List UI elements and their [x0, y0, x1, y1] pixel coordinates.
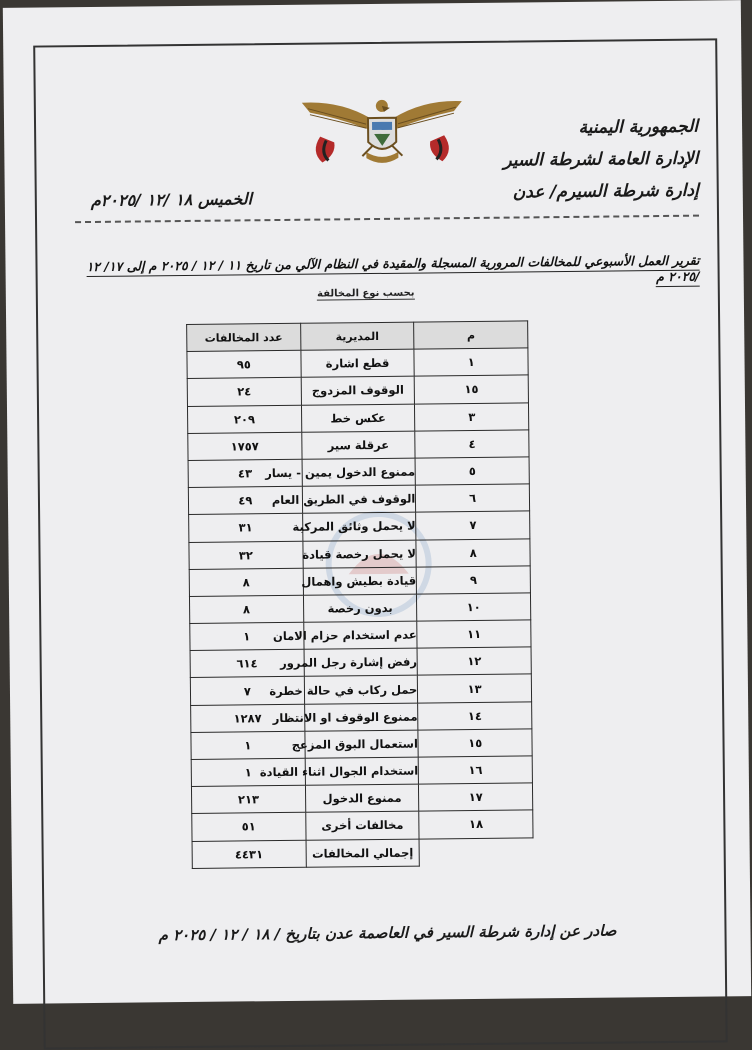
row-num: ١٥: [415, 375, 529, 403]
row-num: ١: [414, 348, 528, 376]
row-count: ٣٢: [189, 541, 303, 569]
header-general-admin: الإدارة العامة لشرطة السير: [503, 148, 699, 171]
row-num: ١٧: [419, 783, 533, 811]
row-num: ٥: [415, 457, 529, 485]
row-count: ٩٥: [187, 350, 301, 378]
table-row: [191, 756, 532, 787]
document-page: [3, 0, 751, 1004]
row-count: ٣١: [189, 514, 303, 542]
header-directorate: المديرية: [300, 322, 414, 350]
row-num: ١١: [417, 620, 531, 648]
row-count: ١: [191, 758, 305, 786]
table-header-row: [187, 321, 528, 352]
total-blank-cell: [419, 837, 533, 865]
row-violation-type: عرقلة سير: [301, 431, 415, 459]
table-row: [190, 674, 531, 705]
row-num: ١٦: [419, 756, 533, 784]
table-row: [189, 593, 530, 624]
row-violation-type: مخالفات أخرى: [305, 811, 419, 839]
report-title: [79, 253, 699, 291]
row-count: ٥١: [192, 813, 306, 841]
row-violation-type: ممنوع الدخول يمين - يسار: [302, 458, 416, 486]
row-count: ٤٩: [188, 486, 302, 514]
issue-date: الخميس ١٨ /١٢ /٢٠٢٥م: [90, 189, 253, 210]
report-title-text: تقرير العمل الأسبوعي للمخالفات المرورية المسجلة والمقيدة في النظام الآلي من تاريخ ١١ / ١٢ / ٢٠٢٥ م إلى ١٧/ ١٢ /٢٠٢٥ م: [86, 253, 699, 287]
yemen-emblem-icon: [300, 95, 465, 169]
row-num: ٨: [416, 538, 530, 566]
header-aden-admin: إدارة شرطة السيرم/ عدن: [512, 180, 699, 203]
table-row: [189, 511, 530, 542]
row-count: ٢٤: [187, 378, 301, 406]
row-num: ١٤: [418, 702, 532, 730]
header-count: عدد المخالفات: [187, 323, 301, 351]
report-subtitle: [306, 287, 426, 299]
table-row: [188, 484, 529, 515]
row-violation-type: رفض إشارة رجل المرور: [304, 648, 418, 676]
row-violation-type: ممنوع الدخول: [305, 784, 419, 812]
row-num: ٤: [415, 430, 529, 458]
row-violation-type: عدم استخدام حزام الامان: [303, 621, 417, 649]
row-violation-type: ممنوع الوقوف او الانتظار: [304, 703, 418, 731]
table-row: [187, 375, 528, 406]
row-count: ١٧٥٧: [188, 432, 302, 460]
table-row: [192, 810, 533, 841]
row-violation-type: الوقوف في الطريق العام: [302, 485, 416, 513]
row-count: ١٢٨٧: [191, 704, 305, 732]
table-row: [189, 538, 530, 569]
row-violation-type: استعمال البوق المزعج: [305, 730, 419, 758]
row-count: ٤٣: [188, 459, 302, 487]
table-row: [190, 647, 531, 678]
row-count: ٧: [190, 677, 304, 705]
total-value: ٤٤٣١: [192, 840, 306, 868]
row-num: ١٨: [419, 810, 533, 838]
row-num: ١٠: [417, 593, 531, 621]
header-num: م: [414, 321, 528, 349]
row-count: ٢٠٩: [187, 405, 301, 433]
table-row: [189, 566, 530, 597]
row-count: ١: [191, 731, 305, 759]
table-row: [187, 348, 528, 379]
violations-table: [186, 320, 534, 868]
table-total-row: [192, 837, 533, 868]
row-violation-type: بدون رخصة: [303, 594, 417, 622]
table-row: [187, 402, 528, 433]
table-row: [191, 729, 532, 760]
row-num: ١٣: [418, 674, 532, 702]
row-count: ٨: [189, 595, 303, 623]
row-violation-type: حمل ركاب في حالة خطرة: [304, 676, 418, 704]
table-row: [188, 457, 529, 488]
row-violation-type: لا يحمل رخصة قيادة: [303, 540, 417, 568]
total-label: إجمالي المخالفات: [306, 839, 420, 867]
report-subtitle-text: بحسب نوع المخالفة: [317, 287, 415, 300]
table-row: [191, 783, 532, 814]
row-count: ٢١٣: [191, 785, 305, 813]
row-num: ١٥: [418, 729, 532, 757]
row-violation-type: الوقوف المزدوج: [301, 376, 415, 404]
row-violation-type: قيادة بطيش واهمال: [303, 567, 417, 595]
footer-issued: صادر عن إدارة شرطة السير في العاصمة عدن بتاريخ / ١٨ / ١٢ / ٢٠٢٥ م: [158, 921, 617, 945]
row-num: ٦: [416, 484, 530, 512]
row-num: ٧: [416, 511, 530, 539]
row-violation-type: عكس خط: [301, 404, 415, 432]
row-num: ٣: [415, 402, 529, 430]
row-count: ٦١٤: [190, 650, 304, 678]
row-num: ٩: [417, 566, 531, 594]
row-count: ١: [190, 622, 304, 650]
header-republic: الجمهورية اليمنية: [578, 116, 699, 138]
row-num: ١٢: [417, 647, 531, 675]
row-violation-type: لا يحمل وثائق المركبة: [302, 512, 416, 540]
table-row: [190, 620, 531, 651]
row-violation-type: استخدام الجوال اثناء القيادة: [305, 757, 419, 785]
row-count: ٨: [189, 568, 303, 596]
row-violation-type: قطع اشارة: [301, 349, 415, 377]
table-row: [188, 430, 529, 461]
table-row: [191, 702, 532, 733]
